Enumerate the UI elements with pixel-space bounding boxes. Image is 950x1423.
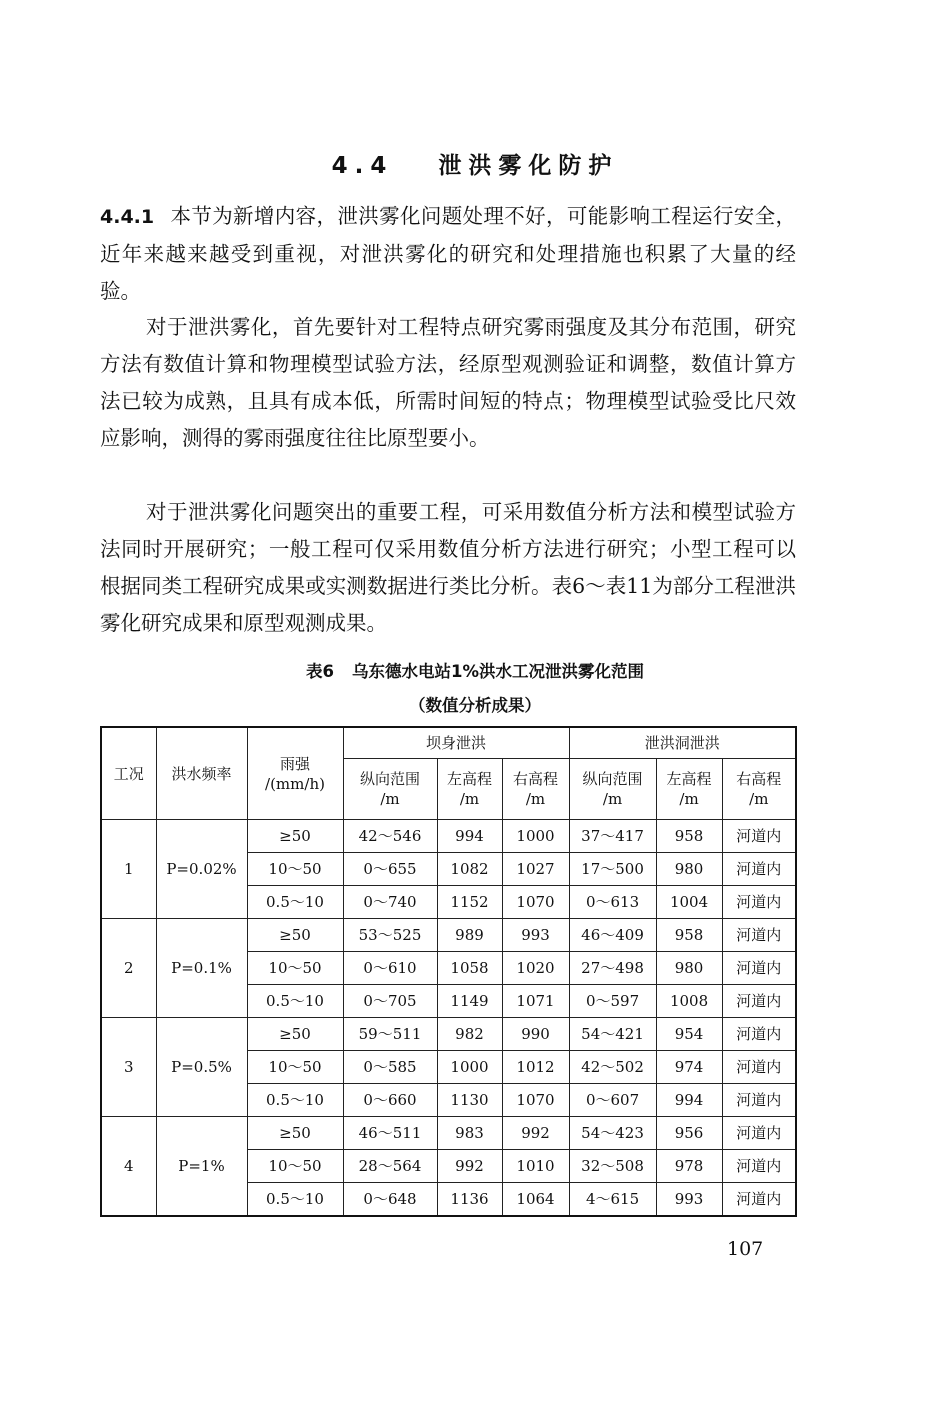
table-cell: 河道内 bbox=[722, 952, 796, 985]
table-cell: 983 bbox=[437, 1117, 502, 1150]
header-tunnel-left-elev: 左高程 /m bbox=[656, 759, 722, 820]
table-cell: ≥50 bbox=[247, 820, 343, 853]
table-body bbox=[101, 820, 796, 1217]
table-cell: 32～508 bbox=[569, 1150, 656, 1183]
clause-text: 本节为新增内容，泄洪雾化问题处理不好，可能影响工程运行安全，近年来越来越受到重视，对泄洪雾化的研究和处理措施也积累了大量的经验。 bbox=[100, 204, 796, 303]
table-cell: 994 bbox=[656, 1084, 722, 1117]
table-cell: 河道内 bbox=[722, 1183, 796, 1217]
clause-paragraph bbox=[100, 198, 796, 310]
table-cell: 1020 bbox=[502, 952, 569, 985]
table-cell: 河道内 bbox=[722, 820, 796, 853]
case-cell: 1 bbox=[101, 820, 156, 919]
table-cell: 42～502 bbox=[569, 1051, 656, 1084]
header-row-1 bbox=[101, 727, 796, 759]
frequency-cell: P=0.5% bbox=[156, 1018, 247, 1117]
table-cell: 1149 bbox=[437, 985, 502, 1018]
table-cell: 10～50 bbox=[247, 1051, 343, 1084]
table-cell: 37～417 bbox=[569, 820, 656, 853]
section-heading: 泄洪雾化防护 bbox=[438, 153, 619, 180]
table-cell: 10～50 bbox=[247, 952, 343, 985]
table-cell: 1058 bbox=[437, 952, 502, 985]
table-cell: 河道内 bbox=[722, 919, 796, 952]
table-row bbox=[101, 1117, 796, 1150]
table-cell: 46～409 bbox=[569, 919, 656, 952]
table-cell: 0～585 bbox=[343, 1051, 437, 1084]
table-cell: 28～564 bbox=[343, 1150, 437, 1183]
table-cell: 1136 bbox=[437, 1183, 502, 1217]
header-dam-longitudinal: 纵向范围 /m bbox=[343, 759, 437, 820]
case-cell: 4 bbox=[101, 1117, 156, 1217]
table-cell: 989 bbox=[437, 919, 502, 952]
table-cell: 27～498 bbox=[569, 952, 656, 985]
header-tunnel-longitudinal: 纵向范围 /m bbox=[569, 759, 656, 820]
table-cell: 10～50 bbox=[247, 853, 343, 886]
header-dam-right-elev: 右高程 /m bbox=[502, 759, 569, 820]
table-cell: 978 bbox=[656, 1150, 722, 1183]
table-cell: 54～423 bbox=[569, 1117, 656, 1150]
table-row bbox=[101, 1018, 796, 1051]
table-cell: 993 bbox=[656, 1183, 722, 1217]
table-cell: 河道内 bbox=[722, 1150, 796, 1183]
header-case: 工况 bbox=[101, 727, 156, 820]
table-cell: 0～648 bbox=[343, 1183, 437, 1217]
table-cell: 992 bbox=[502, 1117, 569, 1150]
table-cell: 1071 bbox=[502, 985, 569, 1018]
table-cell: 河道内 bbox=[722, 1018, 796, 1051]
page-number: 107 bbox=[727, 1238, 764, 1260]
table-cell: 0.5～10 bbox=[247, 1183, 343, 1217]
frequency-cell: P=0.1% bbox=[156, 919, 247, 1018]
table-cell: 1010 bbox=[502, 1150, 569, 1183]
table-cell: 0～610 bbox=[343, 952, 437, 985]
header-tunnel-right-elev: 右高程 /m bbox=[722, 759, 796, 820]
table-cell: 0～597 bbox=[569, 985, 656, 1018]
table-cell: ≥50 bbox=[247, 1018, 343, 1051]
table-cell: 993 bbox=[502, 919, 569, 952]
table-cell: 1082 bbox=[437, 853, 502, 886]
table-cell: 990 bbox=[502, 1018, 569, 1051]
table-label: 表6 bbox=[306, 662, 334, 681]
section-number: 4.4 bbox=[331, 153, 394, 180]
table-cell: 河道内 bbox=[722, 886, 796, 919]
table-cell: 0～613 bbox=[569, 886, 656, 919]
table-caption bbox=[0, 658, 950, 682]
table-cell: 10～50 bbox=[247, 1150, 343, 1183]
table-subtitle: （数值分析成果） bbox=[409, 696, 541, 715]
table-cell: 1070 bbox=[502, 886, 569, 919]
header-tunnel-discharge: 泄洪洞泄洪 bbox=[569, 727, 796, 759]
paragraph-2: 对于泄洪雾化，首先要针对工程特点研究雾雨强度及其分布范围，研究方法有数值计算和物理模型试验方法，经原型观测验证和调整，数值计算方法已较为成熟，且具有成本低，所需时间短的特点；物理模型试验受比尺效应影响，测得的雾雨强度往往比原型要小。 bbox=[100, 315, 796, 450]
table-cell: 956 bbox=[656, 1117, 722, 1150]
table-cell: 1000 bbox=[437, 1051, 502, 1084]
table-cell: 1008 bbox=[656, 985, 722, 1018]
table-cell: 980 bbox=[656, 853, 722, 886]
table-cell: 河道内 bbox=[722, 1084, 796, 1117]
table-cell: 0～655 bbox=[343, 853, 437, 886]
table-cell: 4～615 bbox=[569, 1183, 656, 1217]
table-row bbox=[101, 919, 796, 952]
table-cell: 46～511 bbox=[343, 1117, 437, 1150]
paragraph-3: 对于泄洪雾化问题突出的重要工程，可采用数值分析方法和模型试验方法同时开展研究；一般工程可仅采用数值分析方法进行研究；小型工程可以根据同类工程研究成果或实测数据进行类比分析。表6～表11为部分工程泄洪雾化研究成果和原型观测成果。 bbox=[100, 500, 796, 635]
table-cell: 0～705 bbox=[343, 985, 437, 1018]
table-cell: 954 bbox=[656, 1018, 722, 1051]
fog-range-table bbox=[100, 726, 797, 1217]
table-cell: 994 bbox=[437, 820, 502, 853]
table-cell: 0～740 bbox=[343, 886, 437, 919]
table-cell: 982 bbox=[437, 1018, 502, 1051]
header-rain-intensity: 雨强 /(mm/h) bbox=[247, 727, 343, 820]
table-cell: 河道内 bbox=[722, 853, 796, 886]
table-cell: 1012 bbox=[502, 1051, 569, 1084]
table-cell: 54～421 bbox=[569, 1018, 656, 1051]
table-cell: 河道内 bbox=[722, 1051, 796, 1084]
header-dam-left-elev: 左高程 /m bbox=[437, 759, 502, 820]
table-cell: 0～660 bbox=[343, 1084, 437, 1117]
case-cell: 2 bbox=[101, 919, 156, 1018]
table-cell: 980 bbox=[656, 952, 722, 985]
table-cell: 1070 bbox=[502, 1084, 569, 1117]
table-cell: 42～546 bbox=[343, 820, 437, 853]
header-dam-discharge: 坝身泄洪 bbox=[343, 727, 569, 759]
table-cell: 59～511 bbox=[343, 1018, 437, 1051]
table-cell: 0.5～10 bbox=[247, 886, 343, 919]
table-cell: 1152 bbox=[437, 886, 502, 919]
table-cell: 17～500 bbox=[569, 853, 656, 886]
case-cell: 3 bbox=[101, 1018, 156, 1117]
frequency-cell: P=1% bbox=[156, 1117, 247, 1217]
table-cell: 0～607 bbox=[569, 1084, 656, 1117]
table-cell: 958 bbox=[656, 820, 722, 853]
table-cell: 1130 bbox=[437, 1084, 502, 1117]
section-title bbox=[0, 147, 950, 180]
table-cell: 974 bbox=[656, 1051, 722, 1084]
table-title: 乌东德水电站1%洪水工况泄洪雾化范围 bbox=[351, 662, 644, 681]
table-cell: 958 bbox=[656, 919, 722, 952]
table-cell: ≥50 bbox=[247, 1117, 343, 1150]
table-cell: 河道内 bbox=[722, 985, 796, 1018]
table-cell: 1000 bbox=[502, 820, 569, 853]
table-cell: 1064 bbox=[502, 1183, 569, 1217]
frequency-cell: P=0.02% bbox=[156, 820, 247, 919]
table-cell: ≥50 bbox=[247, 919, 343, 952]
table-cell: 992 bbox=[437, 1150, 502, 1183]
table-cell: 0.5～10 bbox=[247, 1084, 343, 1117]
table-cell: 1027 bbox=[502, 853, 569, 886]
header-frequency: 洪水频率 bbox=[156, 727, 247, 820]
table-row bbox=[101, 820, 796, 853]
table-cell: 53～525 bbox=[343, 919, 437, 952]
clause-number: 4.4.1 bbox=[100, 206, 155, 228]
table-cell: 0.5～10 bbox=[247, 985, 343, 1018]
table-cell: 1004 bbox=[656, 886, 722, 919]
table-cell: 河道内 bbox=[722, 1117, 796, 1150]
